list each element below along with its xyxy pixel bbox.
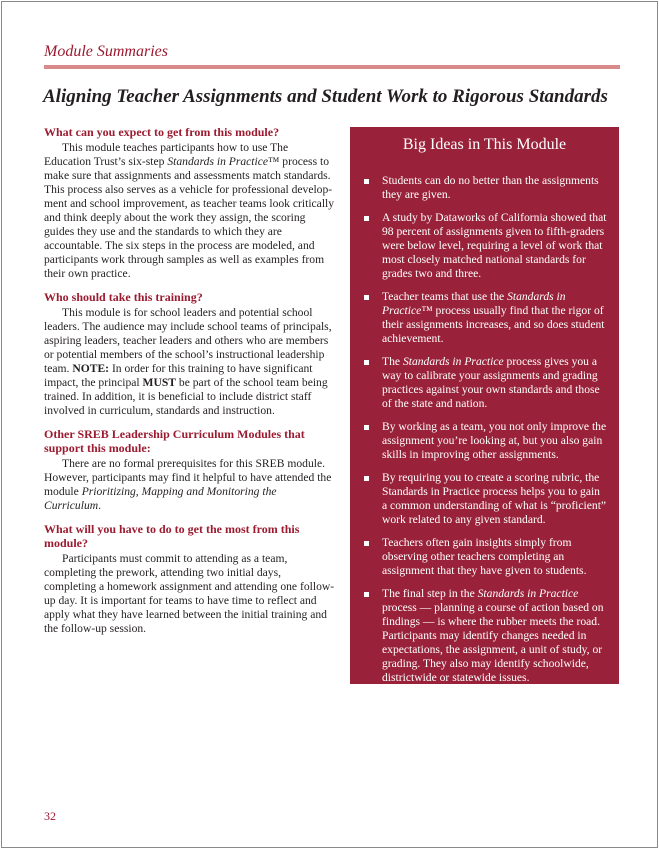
text-run: By working as a team, you not only improve the assignment you’re looking at, but you also gain skills in improving other assignments. [382,420,607,461]
square-bullet-icon [364,179,369,184]
text-run: There are no formal prerequisites for this SREB module. However, participants may find it helpful to have attended the module [44,457,332,498]
square-bullet-icon [364,425,369,430]
section-body [44,306,335,418]
square-bullet-icon [364,592,369,597]
bold-run: NOTE: [72,362,110,375]
text-run: Participants must commit to attending as a team, completing the prework, attending two initial days, completing a homework assignment and attending one follow-up day. It is important for teams to have time to reflect and apply what they have learned between the initial training and the follow-up session. [44,552,335,635]
section-heading: What will you have to do to get the most from this module? [44,522,300,550]
section-body [44,141,335,281]
running-head: Module Summaries [44,43,168,60]
big-ideas-list [362,174,607,685]
emphasis-run: Standards in Practice [402,355,504,368]
section-heading: Other SREB Leadership Curriculum Modules that support this module: [44,427,305,455]
section-heading: What can you expect to get from this module? [44,125,280,139]
text-run: A study by Dataworks of California showed that 98 percent of assignments given to fifth-graders were below level, requiring a level of work that most closely matched national standards for grades two and three. [382,211,607,280]
page-number: 32 [44,809,56,823]
text-run: This module is for school leaders and potential school leaders. The audience may include school teams of principals, aspiring leaders, teacher leaders and others who are members or potential members of the school’s instructional leadership team. [44,306,332,375]
square-bullet-icon [364,541,369,546]
text-run: The final step in the [382,587,478,600]
emphasis-run: Prioritizing, Mapping and Monitoring the Curriculum [44,485,277,512]
list-item [362,211,607,281]
list-item [362,290,607,346]
text-run: Students can do no better than the assignments they are given. [382,174,599,201]
section-related-modules [44,427,335,513]
page-title: Aligning Teacher Assignments and Student Work to Rigorous Standards [43,86,608,107]
text-run: be part of the school team being trained. In addition, it is beneficial to include district staff involved in curriculum, standards and instruction. [44,376,328,417]
emphasis-run: Standards in Practice [167,155,269,168]
list-item [362,420,607,462]
left-column [44,125,335,645]
sidebar-heading: Big Ideas in This Module [402,136,567,153]
header-rule [44,65,620,69]
section-body [44,457,335,513]
square-bullet-icon [364,216,369,221]
list-item [362,174,607,202]
text-run: process — planning a course of action based on findings — is where the rubber meets the road. Participants may identify changes needed in expectations, the assignment, a unit of study, or grading. They also may identify schoolwide, districtwide or statewide issues. [382,601,604,684]
text-run: ™ process to make sure that assignments and assessments match standards. This process also serves as a vehicle for professional develop-ment and school improvement, as teacher teams look critically and think deeply about the work they assign, the scoring guides they use and the standards to which they are accountable. The six steps in the process are modeled, and participants work through samples as well as examples from their own practice. [44,155,335,280]
section-heading: Who should take this training? [44,290,203,304]
text-run: process usually find that the rigor of their assignments increases, and so does student achievement. [382,304,605,345]
section-body [44,552,335,636]
list-item [362,471,607,527]
emphasis-run: Standards in Practice™ [382,290,566,317]
square-bullet-icon [364,295,369,300]
text-run: This module teaches participants how to use The Education Trust’s six-step [44,141,289,168]
section-audience [44,290,335,418]
square-bullet-icon [364,476,369,481]
list-item [362,355,607,411]
text-run: . [98,499,102,512]
emphasis-run: Standards in Practice [477,587,579,600]
document-page [1,1,658,848]
text-run: The [382,355,403,368]
list-item [362,536,607,578]
big-ideas-sidebar [350,127,619,684]
text-run: Teachers often gain insights simply from observing other teachers completing an assignment that they have given to students. [382,536,587,577]
bold-run: MUST [142,376,177,389]
section-requirements [44,522,335,636]
square-bullet-icon [364,360,369,365]
text-run: Teacher teams that use the [382,290,508,303]
section-expectations [44,125,335,281]
text-run: In order for this training to have significant impact, the principal [44,362,313,389]
text-run: By requiring you to create a scoring rubric, the Standards in Practice process helps you to gain a common understanding of what is “proficient” work related to any given standard. [382,471,607,526]
text-run: process gives you a way to calibrate your assignments and grading practices against your own standards and those of the state and nation. [382,355,600,410]
list-item [362,587,607,685]
